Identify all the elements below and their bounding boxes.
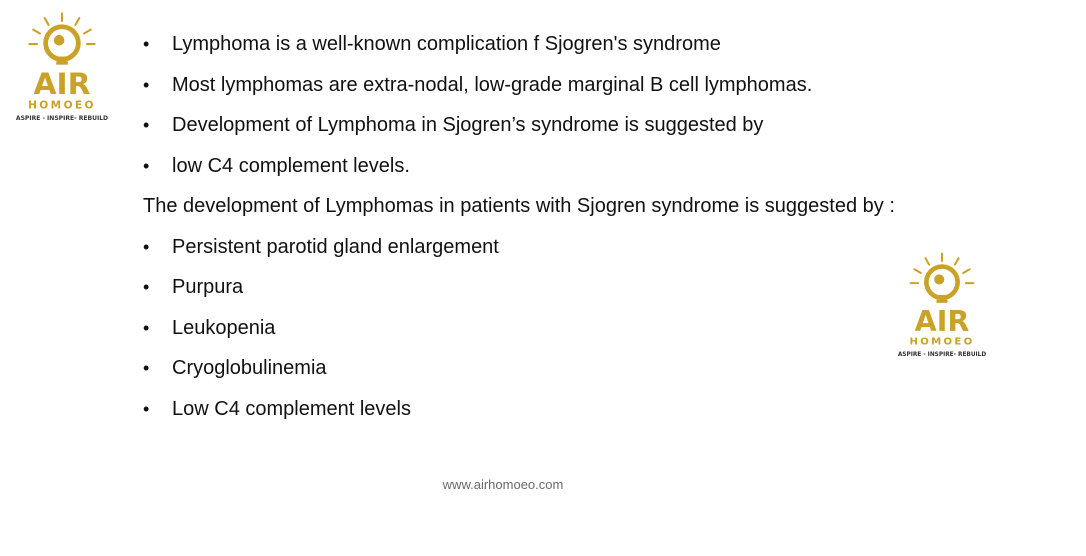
bullet-item: [143, 26, 1043, 67]
bullet-icon: •: [143, 34, 150, 54]
bullet-icon: •: [143, 317, 150, 338]
bullet-item: [143, 148, 1043, 189]
bullet-text: low C4 complement levels.: [172, 154, 410, 177]
bullet-icon: •: [143, 236, 150, 257]
bullet-icon: •: [143, 115, 150, 135]
logo-tagline: ASPIRE - INSPIRE- REBUILD: [897, 351, 987, 358]
bullet-text: Cryoglobulinemia: [172, 357, 327, 379]
logo-wordmark: AIR: [33, 66, 91, 102]
logo-wordmark: AIR: [914, 304, 970, 338]
bullet-item: [143, 269, 1043, 310]
bullet-item: [143, 350, 1043, 391]
intro-paragraph: The development of Lymphomas in patients with Sjogren syndrome is suggested by :: [143, 195, 895, 217]
air-homoeo-logo: [14, 10, 110, 128]
bullet-item: [143, 67, 1043, 108]
bullet-item: [143, 310, 1043, 351]
bullet-icon: •: [143, 398, 150, 419]
logo-name: HOMOEO: [28, 99, 96, 112]
bullet-icon: •: [143, 358, 150, 378]
bullet-icon: •: [143, 277, 150, 297]
bullet-text: Most lymphomas are extra-nodal, low-grade marginal B cell lymphomas.: [172, 73, 813, 96]
bullet-item: [143, 107, 1043, 148]
bullet-icon: •: [143, 74, 150, 95]
bullet-item: [143, 391, 1043, 432]
bullet-text: Leukopenia: [172, 316, 276, 339]
bullet-text: Development of Lymphoma in Sjogren’s syndrome is suggested by: [172, 114, 764, 136]
slide-content: [143, 26, 1043, 431]
logo-name: HOMOEO: [909, 336, 975, 348]
bullet-text: Purpura: [172, 276, 244, 298]
bullet-text: Low C4 complement levels: [172, 397, 411, 420]
footer-url: www.airhomoeo.com: [442, 477, 564, 492]
logo-tagline: ASPIRE - INSPIRE- REBUILD: [15, 114, 109, 122]
bullet-text: Lymphoma is a well-known complication f Sjogren's syndrome: [172, 33, 721, 55]
bullet-item: [143, 229, 1043, 270]
bullet-icon: •: [143, 155, 150, 176]
bullet-text: Persistent parotid gland enlargement: [172, 235, 499, 258]
bulb-logo-icon: [14, 10, 110, 128]
